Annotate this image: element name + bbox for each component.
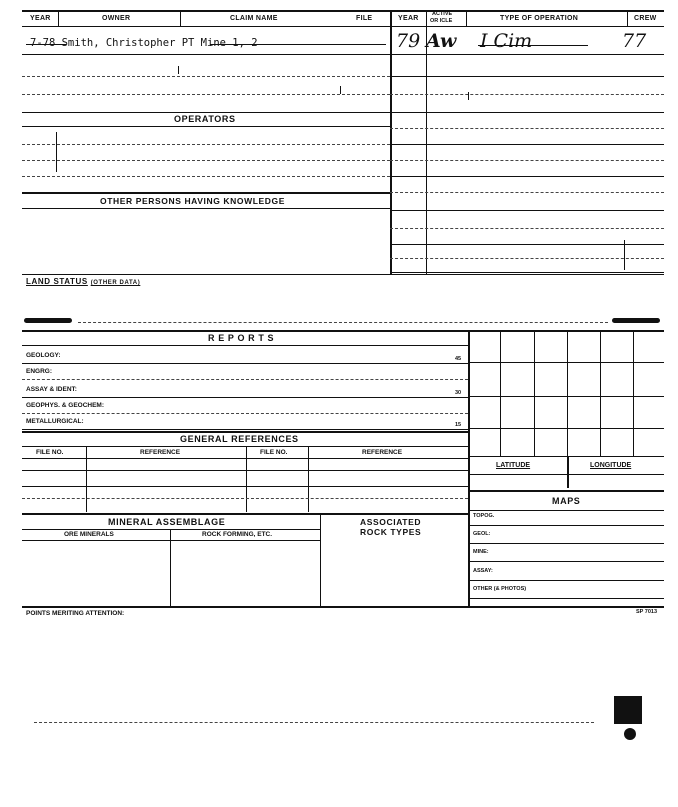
grid-horizontal bbox=[468, 396, 664, 397]
mineral-top-rule bbox=[22, 513, 468, 515]
mineral-header-rule bbox=[22, 540, 320, 541]
rock-forming-header: ROCK FORMING, ETC. bbox=[202, 531, 273, 538]
op-row-rule bbox=[390, 76, 664, 77]
associated-heading-2: ROCK TYPES bbox=[360, 527, 422, 537]
lat-long-rule bbox=[468, 474, 664, 475]
maps-heading: MAPS bbox=[552, 496, 581, 506]
form-number: SP 7013 bbox=[636, 609, 658, 615]
divider bbox=[180, 10, 181, 26]
land-status-sub: (OTHER DATA) bbox=[90, 280, 141, 286]
general-refs-rule bbox=[22, 446, 468, 447]
op-row-rule bbox=[390, 258, 664, 259]
report-row-label: METALLURGICAL: bbox=[26, 418, 84, 425]
maps-row-rule bbox=[468, 561, 664, 562]
report-row-rule bbox=[22, 397, 468, 398]
op-row-rule bbox=[390, 128, 664, 129]
grid-horizontal bbox=[468, 456, 664, 457]
general-references-heading: GENERAL REFERENCES bbox=[180, 434, 299, 444]
header-file: FILE bbox=[356, 15, 373, 22]
lat-long-divider bbox=[567, 456, 569, 488]
maps-top-rule bbox=[468, 490, 664, 492]
header-claim-name: CLAIM NAME bbox=[230, 15, 278, 22]
registration-mark bbox=[614, 696, 642, 724]
report-row-label: ASSAY & IDENT: bbox=[26, 386, 77, 393]
mineral-assemblage-heading: MINERAL ASSEMBLAGE bbox=[108, 517, 226, 527]
handwritten-crew: 77 bbox=[622, 30, 647, 52]
ink-blot bbox=[24, 318, 72, 323]
points-meriting-heading: POINTS MERITING ATTENTION: bbox=[26, 610, 125, 617]
reports-right-divider bbox=[468, 330, 470, 606]
op-row-rule bbox=[390, 94, 664, 95]
header-crew: CREW bbox=[634, 15, 657, 22]
maps-row-rule bbox=[468, 525, 664, 526]
report-row-label: GEOPHYS. & GEOCHEM: bbox=[26, 402, 105, 409]
associated-heading-1: ASSOCIATED bbox=[360, 517, 422, 527]
ref-row-rule bbox=[22, 498, 468, 499]
tick bbox=[178, 66, 179, 74]
header-type-of-operation: TYPE OF OPERATION bbox=[500, 15, 579, 22]
maps-row-label: MINE: bbox=[473, 549, 489, 555]
perforation-rule bbox=[78, 322, 608, 323]
reports-heading: R E P O R T S bbox=[208, 333, 275, 343]
hand-underline bbox=[478, 45, 588, 46]
op-row-rule bbox=[390, 272, 664, 273]
op-row-rule bbox=[390, 160, 664, 161]
ore-minerals-header: ORE MINERALS bbox=[64, 531, 114, 538]
tick bbox=[340, 86, 341, 94]
maps-row-label: GEOL: bbox=[473, 531, 491, 537]
strike-line bbox=[210, 44, 386, 45]
strike-line bbox=[26, 44, 66, 45]
op-row-rule bbox=[390, 112, 664, 113]
handwritten-year: 79 bbox=[396, 30, 421, 52]
report-row-rule bbox=[22, 363, 468, 364]
report-row-rule bbox=[22, 429, 468, 430]
maps-row-rule bbox=[468, 543, 664, 544]
ref-row-rule bbox=[22, 486, 468, 487]
report-row-label: ENGRG: bbox=[26, 368, 52, 375]
owner-row-rule bbox=[22, 94, 390, 95]
maps-row-label: ASSAY: bbox=[473, 568, 493, 574]
ref-reference-2: REFERENCE bbox=[362, 449, 403, 456]
owner-row-rule bbox=[22, 54, 390, 55]
other-persons-bottom-rule bbox=[22, 208, 390, 209]
report-row-scale: 15 bbox=[455, 422, 462, 428]
longitude-label: LONGITUDE bbox=[590, 462, 632, 469]
ref-file-no-1: FILE NO. bbox=[36, 449, 64, 456]
grid-vertical bbox=[534, 330, 535, 456]
tick bbox=[468, 92, 469, 100]
ref-divider bbox=[246, 446, 247, 512]
maps-row-label: TOPOG. bbox=[473, 513, 495, 519]
op-row-rule bbox=[390, 192, 664, 193]
mineral-sub-rule bbox=[22, 529, 320, 530]
divider bbox=[627, 10, 628, 26]
op-row-rule bbox=[390, 244, 664, 245]
grid-vertical bbox=[567, 330, 568, 456]
owner-row-rule bbox=[22, 76, 390, 77]
op-row-rule bbox=[390, 144, 664, 145]
op-row-rule bbox=[390, 54, 664, 55]
registration-dot bbox=[624, 728, 636, 740]
land-status-heading bbox=[26, 277, 140, 286]
divider bbox=[466, 10, 467, 26]
op-row-rule bbox=[390, 228, 664, 229]
grid-vertical bbox=[500, 330, 501, 456]
maps-heading-rule bbox=[468, 510, 664, 511]
file-column-divider bbox=[390, 10, 392, 274]
handwritten-operation: I Cim bbox=[480, 30, 533, 52]
ref-row-rule bbox=[22, 470, 468, 471]
other-persons-top-rule bbox=[22, 192, 390, 194]
ref-file-no-2: FILE NO. bbox=[260, 449, 288, 456]
operators-bottom-rule bbox=[22, 126, 390, 127]
top-border bbox=[22, 10, 664, 12]
operator-row-rule bbox=[22, 144, 390, 145]
ref-divider bbox=[86, 446, 87, 512]
grid-vertical bbox=[633, 330, 634, 456]
latitude-label: LATITUDE bbox=[496, 462, 531, 469]
land-status-top-rule bbox=[22, 274, 664, 275]
op-row-rule bbox=[390, 210, 664, 211]
scan-artifact-rule bbox=[34, 722, 594, 723]
typed-entry: 7-78 Smith, Christopher PT Mine 1, 2 bbox=[30, 37, 258, 49]
header-owner: OWNER bbox=[102, 15, 131, 22]
operator-row-rule bbox=[22, 160, 390, 161]
operator-row-rule bbox=[22, 176, 390, 177]
maps-row-label: OTHER (& PHOTOS) bbox=[473, 586, 527, 592]
ref-divider bbox=[308, 446, 309, 512]
grid-vertical bbox=[600, 330, 601, 456]
tick bbox=[56, 132, 57, 172]
header-year: YEAR bbox=[30, 15, 51, 22]
reports-heading-rule bbox=[22, 345, 468, 346]
ref-header-rule bbox=[22, 458, 468, 459]
header-active-2: OR ICLE bbox=[430, 18, 453, 24]
tick bbox=[624, 240, 625, 270]
report-row-scale: 30 bbox=[455, 390, 462, 396]
report-row-label: GEOLOGY: bbox=[26, 352, 61, 359]
points-top-rule bbox=[22, 606, 664, 608]
maps-row-rule bbox=[468, 598, 664, 599]
handwritten-status: Aw bbox=[426, 30, 457, 52]
land-status-label: LAND STATUS bbox=[26, 277, 88, 286]
associated-divider bbox=[320, 513, 321, 606]
maps-row-rule bbox=[468, 580, 664, 581]
header-bottom-rule bbox=[22, 26, 664, 27]
ink-blot bbox=[612, 318, 660, 323]
general-refs-top-rule bbox=[22, 431, 468, 433]
operators-top-rule bbox=[22, 112, 390, 113]
other-persons-heading: OTHER PERSONS HAVING KNOWLEDGE bbox=[100, 196, 286, 206]
report-row-rule bbox=[22, 379, 468, 380]
operators-heading: OPERATORS bbox=[174, 114, 236, 124]
op-row-rule bbox=[390, 176, 664, 177]
divider bbox=[58, 10, 59, 26]
ref-reference-1: REFERENCE bbox=[140, 449, 181, 456]
grid-horizontal bbox=[468, 362, 664, 363]
header-active-1: ACTIVE bbox=[432, 11, 453, 17]
report-row-scale: 45 bbox=[455, 356, 462, 362]
report-row-rule bbox=[22, 413, 468, 414]
grid-horizontal bbox=[468, 428, 664, 429]
header-year-2: YEAR bbox=[398, 15, 419, 22]
